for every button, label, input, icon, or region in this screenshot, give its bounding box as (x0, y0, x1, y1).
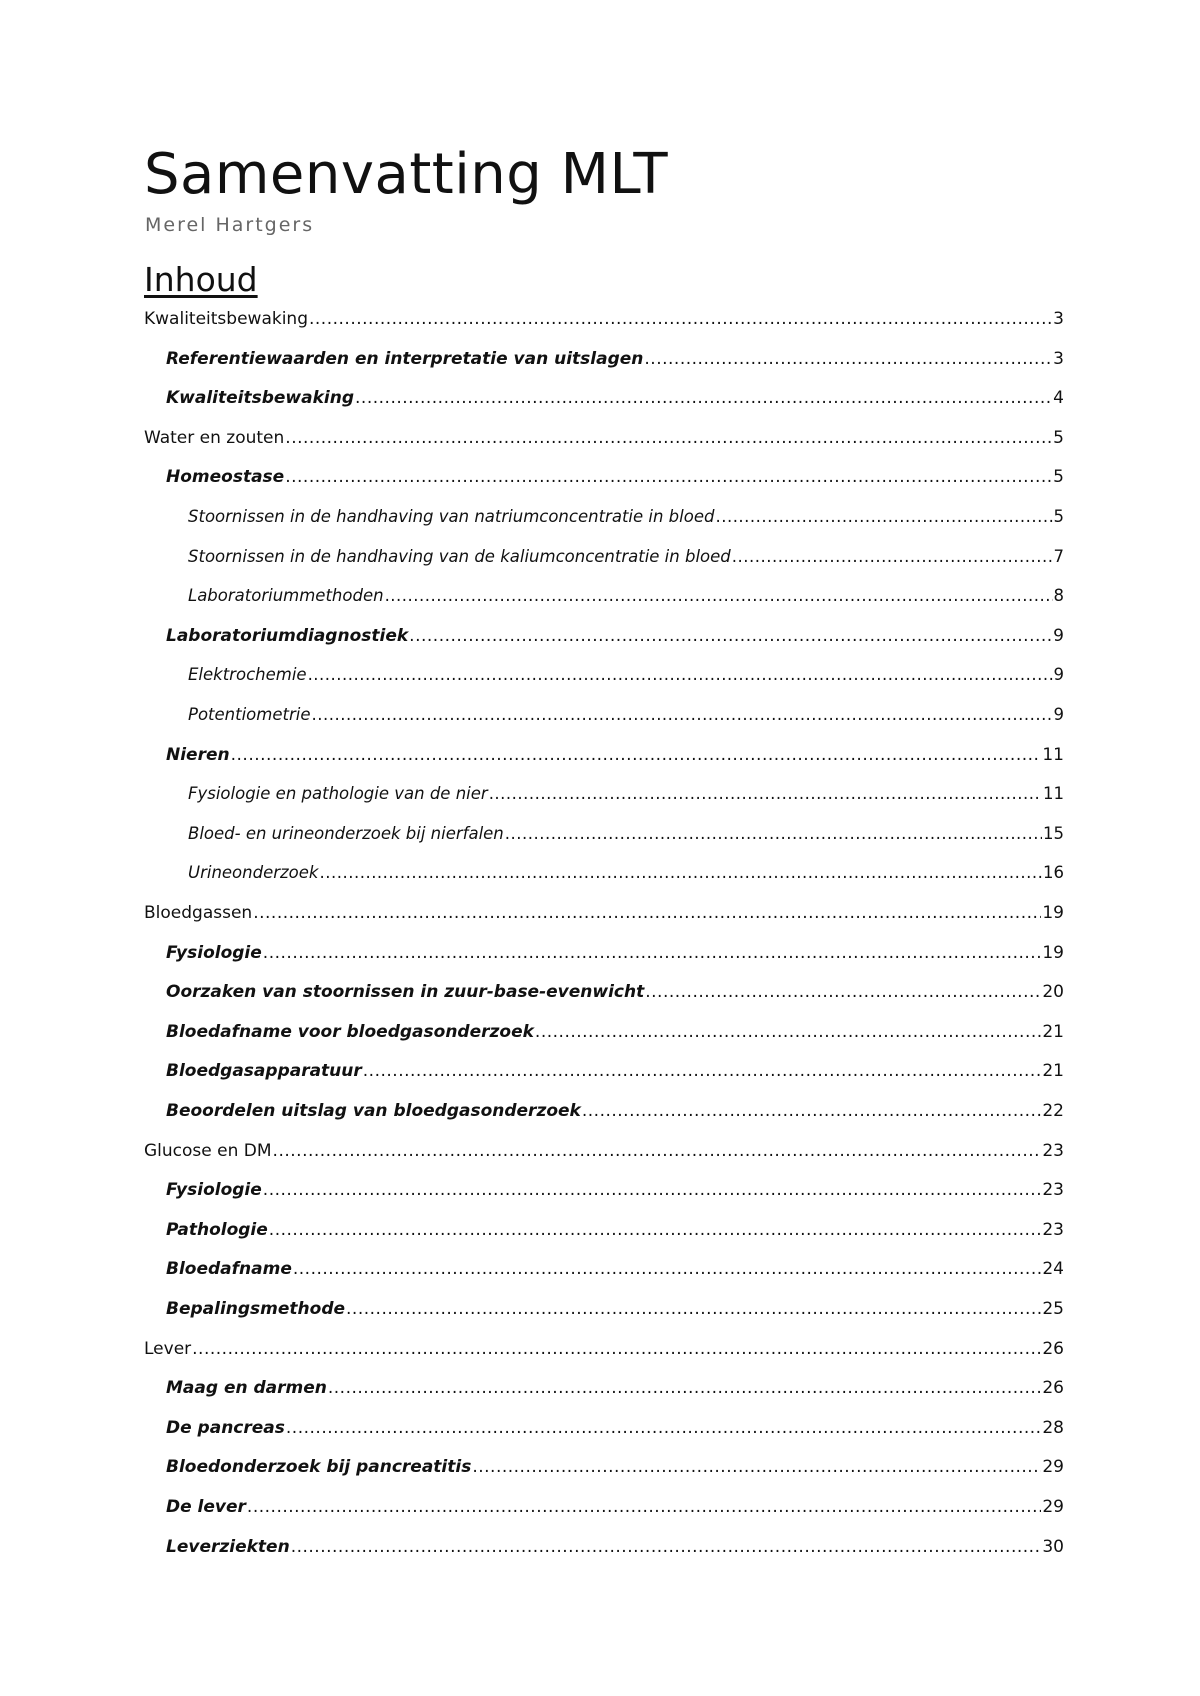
toc-entry-page-number: 5 (1053, 507, 1064, 526)
toc-entry-page-number: 26 (1042, 1378, 1064, 1399)
toc-entry-label: Bloedonderzoek bij pancreatitis (166, 1457, 472, 1478)
toc-dot-leader (285, 423, 1052, 453)
toc-entry-label: Laboratoriumdiagnostiek (166, 625, 409, 646)
toc-entry-label: Leverziekten (166, 1536, 290, 1557)
toc-entry[interactable] (166, 621, 1064, 651)
toc-entry[interactable] (188, 700, 1064, 730)
toc-entry[interactable] (188, 779, 1064, 809)
toc-entry-page-number: 23 (1042, 1140, 1064, 1161)
toc-dot-leader (312, 700, 1053, 730)
toc-dot-leader (472, 1452, 1041, 1482)
toc-entry-page-number: 11 (1043, 784, 1064, 804)
toc-entry-page-number: 20 (1042, 982, 1064, 1003)
toc-entry[interactable] (166, 1492, 1064, 1522)
toc-entry-label: Fysiologie en pathologie van de nier (188, 784, 488, 804)
toc-entry-page-number: 5 (1053, 427, 1064, 448)
toc-entry-label: Bloedafname (166, 1259, 292, 1280)
toc-dot-leader (192, 1334, 1041, 1364)
toc-entry-label: Referentiewaarden en interpretatie van uitslagen (166, 348, 644, 369)
toc-entry[interactable] (166, 1215, 1064, 1245)
toc-dot-leader (409, 621, 1052, 651)
toc-entry-label: Bepalingsmethode (166, 1299, 346, 1319)
toc-entry[interactable] (144, 898, 1064, 928)
toc-entry[interactable] (166, 977, 1064, 1007)
toc-entry-label: Laboratoriummethoden (188, 586, 384, 606)
toc-dot-leader (291, 1532, 1042, 1562)
toc-entry[interactable] (166, 1373, 1064, 1403)
toc-entry-label: Bloedgassen (144, 903, 253, 923)
toc-entry-label: Homeostase (166, 467, 285, 488)
toc-dot-leader (247, 1492, 1041, 1522)
toc-entry-label: Water en zouten (144, 427, 285, 448)
toc-entry[interactable] (166, 1452, 1064, 1482)
toc-entry-label: Kwaliteitsbewaking (144, 309, 308, 329)
toc-entry-page-number: 29 (1042, 1497, 1064, 1517)
toc-entry[interactable] (188, 819, 1064, 849)
toc-entry-page-number: 9 (1053, 625, 1064, 646)
toc-entry-page-number: 15 (1043, 823, 1064, 843)
toc-entry-label: Oorzaken van stoornissen in zuur-base-evenwicht (166, 982, 645, 1003)
toc-entry-page-number: 3 (1053, 348, 1064, 369)
toc-dot-leader (715, 502, 1052, 532)
toc-entry-label: Nieren (166, 744, 230, 765)
toc-entry-page-number: 19 (1042, 903, 1064, 923)
toc-entry-page-number: 24 (1042, 1259, 1064, 1280)
toc-entry-label: Bloedgasapparatuur (166, 1061, 362, 1082)
toc-entry-label: Lever (144, 1338, 192, 1359)
toc-entry[interactable] (166, 462, 1064, 492)
toc-entry[interactable] (166, 1056, 1064, 1086)
toc-entry-label: De pancreas (166, 1417, 285, 1438)
toc-dot-leader (269, 1215, 1042, 1245)
toc-dot-leader (535, 1017, 1041, 1047)
toc-entry[interactable] (166, 1413, 1064, 1443)
document-author: Merel Hartgers (145, 214, 315, 236)
toc-entry-page-number: 4 (1053, 388, 1064, 409)
toc-entry[interactable] (166, 938, 1064, 968)
toc-entry-label: Maag en darmen (166, 1378, 327, 1399)
toc-entry-label: De lever (166, 1497, 246, 1517)
toc-entry-page-number: 21 (1042, 1061, 1064, 1082)
toc-entry[interactable] (166, 1017, 1064, 1047)
toc-entry-page-number: 25 (1042, 1299, 1064, 1319)
toc-entry-label: Stoornissen in de handhaving van natriumconcentratie in bloed (188, 507, 715, 526)
toc-entry-page-number: 28 (1042, 1417, 1064, 1438)
toc-dot-leader (582, 1096, 1042, 1126)
toc-entry[interactable] (188, 581, 1064, 611)
toc-dot-leader (273, 1136, 1042, 1166)
toc-dot-leader (319, 858, 1042, 888)
toc-entry-label: Elektrochemie (188, 665, 307, 685)
toc-dot-leader (355, 383, 1052, 413)
toc-dot-leader (263, 1175, 1042, 1205)
toc-dot-leader (293, 1254, 1042, 1284)
toc-entry[interactable] (166, 344, 1064, 374)
toc-entry-page-number: 22 (1042, 1101, 1064, 1121)
document-title: Samenvatting MLT (144, 142, 669, 207)
toc-entry[interactable] (166, 383, 1064, 413)
toc-entry[interactable] (166, 1175, 1064, 1205)
toc-entry-page-number: 9 (1053, 665, 1064, 685)
toc-entry[interactable] (144, 423, 1064, 453)
toc-dot-leader (309, 304, 1052, 334)
toc-entry-page-number: 5 (1053, 467, 1064, 488)
toc-entry-label: Pathologie (166, 1219, 268, 1240)
toc-entry[interactable] (144, 1136, 1064, 1166)
toc-entry[interactable] (166, 1532, 1064, 1562)
toc-dot-leader (346, 1294, 1041, 1324)
toc-entry[interactable] (144, 304, 1064, 334)
toc-entry-label: Glucose en DM (144, 1140, 272, 1161)
toc-entry[interactable] (166, 1294, 1064, 1324)
toc-entry-page-number: 8 (1053, 586, 1064, 606)
toc-entry[interactable] (166, 1096, 1064, 1126)
toc-entry[interactable] (188, 858, 1064, 888)
toc-entry[interactable] (188, 502, 1064, 532)
toc-entry-label: Potentiometrie (188, 705, 311, 724)
toc-entry-page-number: 11 (1042, 744, 1064, 765)
toc-entry-page-number: 9 (1053, 705, 1064, 724)
toc-entry[interactable] (166, 1254, 1064, 1284)
toc-entry-page-number: 21 (1042, 1021, 1064, 1042)
toc-entry[interactable] (188, 660, 1064, 690)
toc-dot-leader (385, 581, 1053, 611)
toc-entry-label: Fysiologie (166, 1180, 262, 1201)
toc-dot-leader (308, 660, 1053, 690)
toc-heading: Inhoud (144, 260, 258, 299)
toc-entry[interactable] (188, 542, 1064, 572)
toc-dot-leader (231, 740, 1042, 770)
toc-entry-label: Urineonderzoek (188, 863, 319, 883)
toc-dot-leader (645, 977, 1041, 1007)
toc-entry-page-number: 16 (1043, 863, 1064, 883)
toc-entry-label: Fysiologie (166, 942, 262, 963)
toc-dot-leader (732, 542, 1053, 572)
toc-dot-leader (253, 898, 1041, 928)
toc-dot-leader (644, 344, 1052, 374)
toc-entry-label: Beoordelen uitslag van bloedgasonderzoek (166, 1101, 581, 1121)
toc-entry-page-number: 26 (1042, 1338, 1064, 1359)
toc-dot-leader (285, 462, 1052, 492)
toc-entry[interactable] (166, 740, 1064, 770)
toc-entry-label: Kwaliteitsbewaking (166, 388, 355, 409)
toc-entry-page-number: 19 (1042, 942, 1064, 963)
toc-dot-leader (489, 779, 1042, 809)
toc-entry-label: Bloed- en urineonderzoek bij nierfalen (188, 823, 504, 843)
toc-entry[interactable] (144, 1334, 1064, 1364)
toc-dot-leader (505, 819, 1042, 849)
toc-entry-page-number: 23 (1042, 1180, 1064, 1201)
toc-entry-page-number: 23 (1042, 1219, 1064, 1240)
toc-entry-page-number: 3 (1053, 309, 1064, 329)
toc-dot-leader (263, 938, 1042, 968)
toc-entry-label: Bloedafname voor bloedgasonderzoek (166, 1021, 534, 1042)
toc-dot-leader (363, 1056, 1042, 1086)
toc-entry-page-number: 7 (1053, 546, 1064, 566)
toc-entry-page-number: 29 (1042, 1457, 1064, 1478)
toc-entry-page-number: 30 (1042, 1536, 1064, 1557)
toc-dot-leader (286, 1413, 1041, 1443)
toc-entry-label: Stoornissen in de handhaving van de kaliumconcentratie in bloed (188, 546, 731, 566)
toc-dot-leader (328, 1373, 1041, 1403)
